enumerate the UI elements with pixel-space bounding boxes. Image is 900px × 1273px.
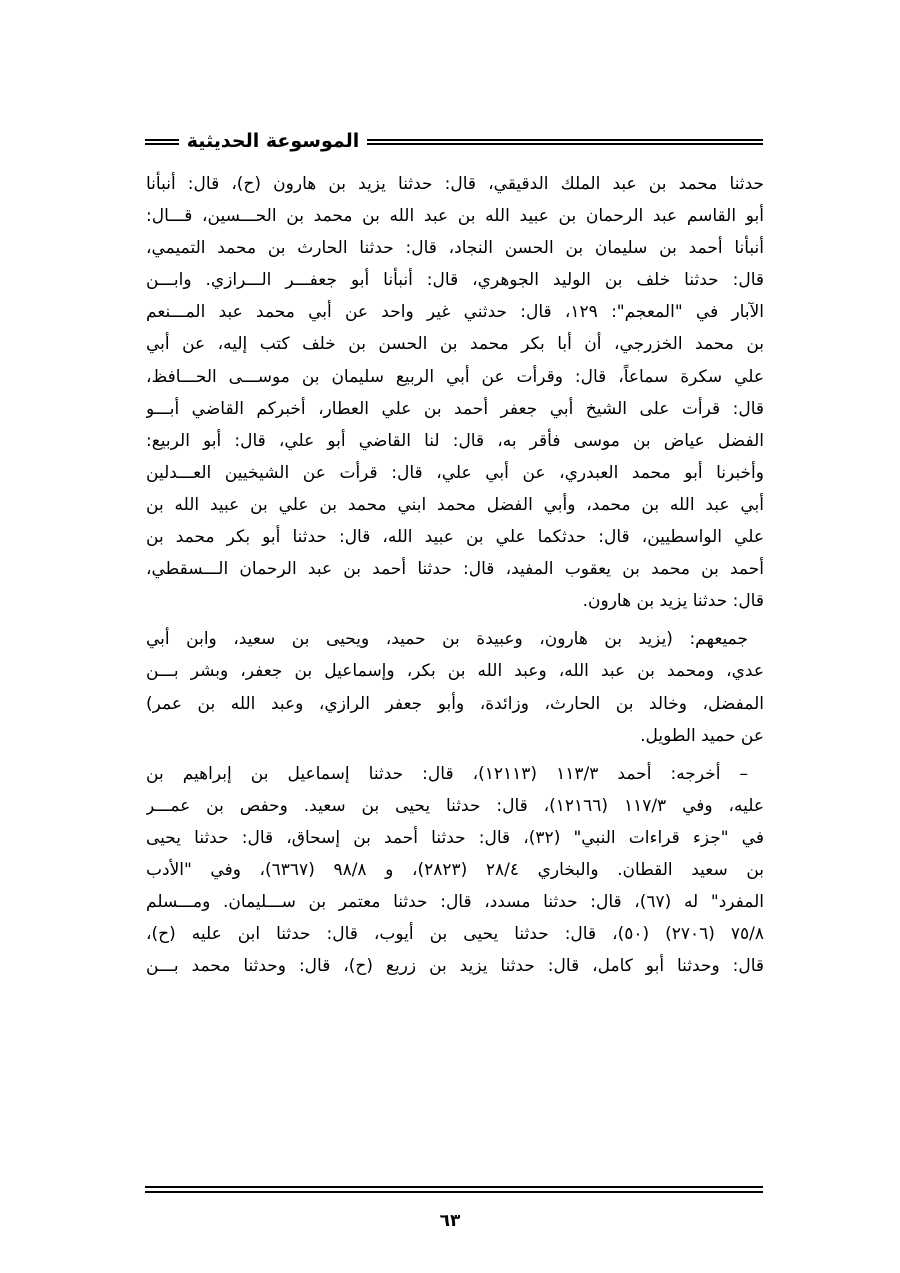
text-line: علي سكرة سماعاً، قال: وقرأت عن أبي الربيع سليمان بن موســـى الحـــافظ،: [146, 366, 764, 387]
text-line: قال: وحدثنا أبو كامل، قال: حدثنا يزيد بن زريع (ح)، قال: وحدثنا محمد بـــن: [146, 956, 764, 977]
text-line: قال: حدثنا يزيد بن هارون.: [582, 591, 764, 612]
text-line: عدي، ومحمد بن عبد الله، وعبد الله بن بكر، وإسماعيل بن جعفر، وبشر بـــن: [146, 661, 764, 682]
text-line: ٧٥/٨ (٢٧٠٦) (٥٠)، قال: حدثنا يحيى بن أيوب، قال: حدثنا ابن عليه (ح)،: [146, 924, 764, 945]
text-line: الفضل عياض بن موسى فأقر به، قال: لنا القاضي أبو علي، قال: أبو الربيع:: [146, 430, 764, 451]
text-line: بن محمد الخزرجي، أن أبا بكر محمد بن الحسن بن خلف كتب إليه، عن أبي: [146, 334, 764, 355]
text-line: عليه، وفي ١١٧/٣ (١٢١٦٦)، قال: حدثنا يحيى بن سعيد. وحفص بن عمـــر: [146, 795, 764, 816]
text-line: جميعهم: (يزيد بن هارون، وعبيدة بن حميد، ويحيى بن سعيد، وابن أبي: [146, 629, 748, 650]
text-line: قال: قرأت على الشيخ أبي جعفر أحمد بن علي العطار، أخبركم القاضي أبـــو: [146, 398, 764, 419]
text-line: في "جزء قراءات النبي" (٣٢)، قال: حدثنا أحمد بن إسحاق، قال: حدثنا يحيى: [146, 827, 764, 848]
text-line: المفرد" له (٦٧)، قال: حدثنا مسدد، قال: حدثنا معتمر بن ســـليمان. ومـــسلم: [146, 892, 764, 913]
text-line: قال: حدثنا خلف بن الوليد الجوهري، قال: أنبأنا أبو جعفـــر الـــرازي. وابـــن: [146, 270, 764, 291]
text-line: أحمد بن محمد بن يعقوب المفيد، قال: حدثنا أحمد بن عبد الرحمان الـــسقطي،: [146, 559, 764, 580]
page-number: ٦٣: [439, 1211, 461, 1231]
paragraph-3: [146, 758, 764, 983]
text-line: وأخبرنا أبو محمد العبدري، عن أبي علي، قال: قرأت عن الشيخيين العـــدلين: [146, 462, 764, 483]
text-line: الآبار في "المعجم": ١٢٩، قال: حدثني غير واحد عن أبي محمد عبد المـــنعم: [146, 302, 764, 323]
text-line: – أخرجه: أحمد ١١٣/٣ (١٢١١٣)، قال: حدثنا إسماعيل بن إبراهيم بن: [146, 763, 748, 784]
text-line: أبو القاسم عبد الرحمان بن عبيد الله بن عبد الله بن محمد بن الحـــسين، قـــال:: [146, 206, 764, 227]
header-rule-right: [367, 139, 763, 145]
running-header: [145, 126, 763, 156]
text-line: أنبأنا أحمد بن سليمان بن الحسن النجاد، قال: حدثنا الحارث بن محمد التميمي،: [146, 238, 764, 259]
header-rule-left: [145, 139, 179, 145]
text-line: بن سعيد القطان. والبخاري ٢٨/٤ (٢٨٢٣)، و ٩٨/٨ (٦٣٦٧)، وفي "الأدب: [146, 859, 764, 880]
text-line: عن حميد الطويل.: [640, 725, 764, 746]
paragraph-1: [146, 168, 764, 617]
paragraph-2: [146, 623, 764, 751]
footer-rule: [145, 1186, 763, 1193]
header-title: الموسوعة الحديثية: [186, 130, 360, 152]
body-text: [146, 168, 764, 982]
text-line: علي الواسطيين، قال: حدثكما علي بن عبيد الله، قال: حدثنا أبو بكر محمد بن: [146, 527, 764, 548]
text-line: المفضل، وخالد بن الحارث، وزائدة، وأبو جعفر الرازي، وعبد الله بن عمر): [146, 693, 764, 714]
text-line: حدثنا محمد بن عبد الملك الدقيقي، قال: حدثنا يزيد بن هارون (ح)، قال: أنبأنا: [146, 174, 764, 194]
text-line: أبي عبد الله بن محمد، وأبي الفضل محمد ابني محمد بن علي بن عبيد الله بن: [146, 494, 764, 515]
